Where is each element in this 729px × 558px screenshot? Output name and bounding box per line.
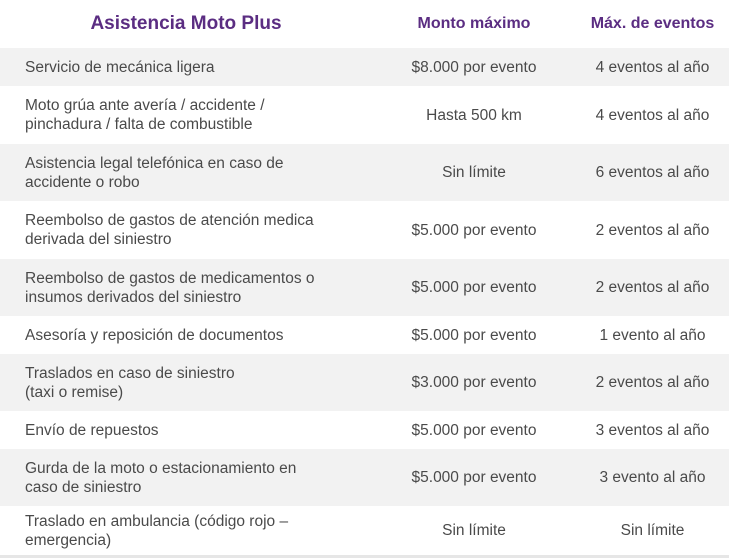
service-cell: Traslado en ambulancia (código rojo – emergencia) [25, 512, 289, 549]
events-cell: 6 eventos al año [595, 164, 710, 181]
amount-cell: $8.000 por evento [411, 58, 537, 76]
table-row [0, 411, 729, 449]
events-cell: Sin límite [620, 522, 685, 539]
table-row [0, 48, 729, 86]
header-plan-name: Asistencia Moto Plus [90, 13, 282, 34]
amount-cell: $3.000 por evento [411, 374, 537, 391]
service-cell: Gurda de la moto o estacionamiento en caso de siniestro [25, 459, 297, 496]
table-row [0, 259, 729, 316]
service-cell: Asesoría y reposición de documentos [25, 326, 284, 344]
table-row [0, 354, 729, 411]
events-cell: 3 eventos al año [595, 421, 710, 439]
table-row [0, 449, 729, 506]
amount-cell: Hasta 500 km [426, 106, 522, 124]
table-row [0, 201, 729, 259]
table-row [0, 144, 729, 201]
events-cell: 1 evento al año [599, 326, 706, 344]
events-cell: 4 eventos al año [595, 106, 710, 124]
service-cell: Servicio de mecánica ligera [25, 58, 215, 76]
amount-cell: Sin límite [442, 164, 506, 181]
table-row [0, 86, 729, 144]
header-max-amount: Monto máximo [417, 15, 531, 32]
header-max-events: Máx. de eventos [590, 15, 715, 32]
amount-cell: $5.000 por evento [411, 279, 537, 296]
table-row [0, 506, 729, 555]
amount-cell: Sin límite [442, 522, 506, 539]
events-cell: 2 eventos al año [595, 279, 710, 296]
amount-cell: $5.000 por evento [411, 469, 537, 486]
service-cell: Asistencia legal telefónica en caso de accidente o robo [25, 154, 284, 191]
table-row [0, 316, 729, 354]
amount-cell: $5.000 por evento [411, 421, 537, 439]
events-cell: 2 eventos al año [595, 374, 710, 391]
table-header [0, 0, 729, 48]
service-cell: Traslados en caso de siniestro (taxi o remise) [25, 364, 235, 401]
service-cell: Moto grúa ante avería / accidente / pinchadura / falta de combustible [25, 97, 265, 133]
service-cell: Reembolso de gastos de atención medica derivada del siniestro [25, 212, 314, 248]
events-cell: 3 evento al año [599, 469, 706, 486]
service-cell: Envío de repuestos [25, 421, 159, 439]
service-cell: Reembolso de gastos de medicamentos o insumos derivados del siniestro [25, 269, 315, 306]
events-cell: 4 eventos al año [595, 58, 710, 76]
events-cell: 2 eventos al año [595, 221, 710, 239]
amount-cell: $5.000 por evento [411, 326, 537, 344]
amount-cell: $5.000 por evento [411, 221, 537, 239]
